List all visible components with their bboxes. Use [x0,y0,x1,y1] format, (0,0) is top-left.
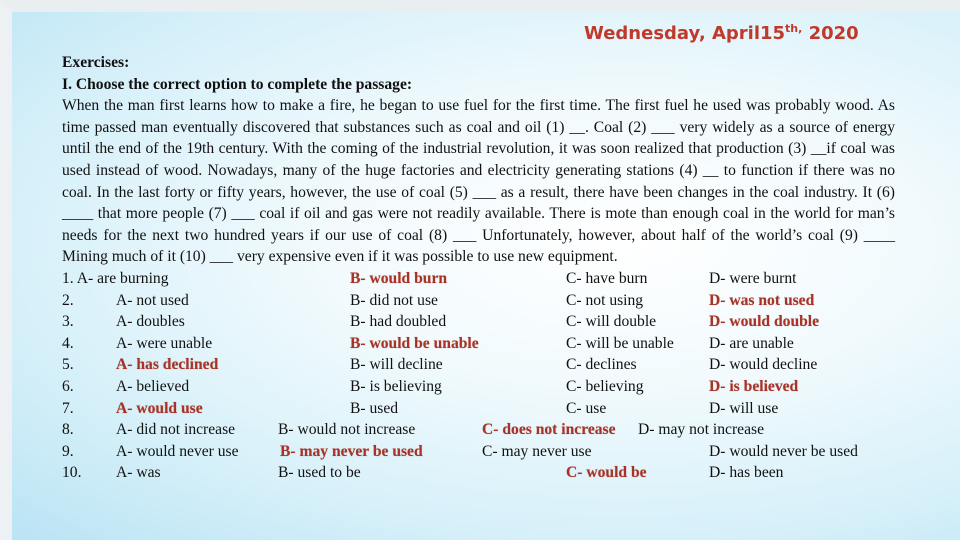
question-row-4 [62,333,895,355]
question-number: 1. A- are burning [62,269,169,287]
question-number: 9. [62,442,74,460]
correct-option-c[interactable]: C- does not increase [482,421,616,439]
option-b[interactable]: B- would not increase [278,421,416,439]
option-c[interactable]: C- have burn [566,269,648,287]
date-suffix: th, [785,22,803,35]
option-c[interactable]: C- will be unable [566,334,674,352]
question-row-8 [62,419,895,441]
question-row-5 [62,354,895,376]
option-c[interactable]: C- believing [566,377,644,395]
option-c[interactable]: C- declines [566,356,637,374]
option-a[interactable]: A- not used [116,291,189,309]
option-b[interactable]: B- did not use [350,291,438,309]
correct-option-d[interactable]: D- would double [709,313,820,331]
question-number: 2. [62,291,74,309]
question-row-1 [62,268,895,290]
option-c[interactable]: C- may never use [482,442,592,460]
option-d[interactable]: D- would decline [709,356,818,374]
correct-option-d[interactable]: D- was not used [709,291,815,309]
correct-option-b[interactable]: B- may never be used [280,442,423,460]
option-a[interactable]: A- did not increase [116,421,236,439]
question-number: 8. [62,421,74,439]
question-number: 7. [62,399,74,417]
option-a[interactable]: A- was [116,464,161,482]
question-number: 4. [62,334,74,352]
option-d[interactable]: D- are unable [709,334,794,352]
exercise-heading: Exercises: [62,54,130,71]
question-row-9 [62,441,895,463]
option-c[interactable]: C- not using [566,291,644,309]
question-number: 5. [62,356,74,374]
correct-option-d[interactable]: D- is believed [709,377,799,395]
date-title [584,22,859,44]
date-year: 2020 [802,23,859,44]
question-row-7 [62,398,895,420]
question-row-6 [62,376,895,398]
option-d[interactable]: D- will use [709,399,779,417]
option-b[interactable]: B- used [350,399,399,417]
option-b[interactable]: B- will decline [350,356,443,374]
correct-option-a[interactable]: A- would use [116,399,203,417]
option-a[interactable]: A- were unable [116,334,213,352]
question-number: 10. [62,464,82,482]
correct-option-c[interactable]: C- would be [566,464,647,482]
option-d[interactable]: D- would never be used [709,442,858,460]
exercise-instruction: I. Choose the correct option to complete the passage: [62,75,413,93]
question-row-2 [62,290,895,312]
option-a[interactable]: A- believed [116,377,190,395]
option-c[interactable]: C- will double [566,313,657,331]
exercise-passage: When the man first learns how to make a fire, he began to use fuel for the first time. The first fuel he used was probably wood. As time passed man eventually discovered that substances such as coal and oil (1) __. Coal (2) ___ very widely as a source of energy until the end of the 19th century. With the coming of the industrial revolution, it was soon realized that production (3) __if coal was used instead of wood. Nowadays, many of the huge factories and electricity generating stations (4) __ to function if there was no coal. In the last forty or fifty years, however, the use of coal (5) ___ as a result, there have been changes in the coal industry. It (6) ____ that more people (7) ___ coal if oil and gas were not readily available. There is mote than enough coal in the world for man’s needs for the next two hundred years if our use of coal (8) ___ Unfortunately, however, about half of the world’s coal (9) ____ Mining much of it (10) ___ very expensive even if it was possible to use new equipment. [62,97,895,266]
option-a[interactable]: A- doubles [116,313,185,331]
option-a[interactable]: A- would never use [116,442,239,460]
question-row-10 [62,462,895,484]
option-d[interactable]: D- has been [709,464,784,482]
correct-option-b[interactable]: B- would burn [350,269,448,287]
correct-option-b[interactable]: B- would be unable [350,334,479,352]
question-number: 6. [62,377,74,395]
option-b[interactable]: B- had doubled [350,313,447,331]
date-prefix: Wednesday, April15 [584,23,786,44]
option-d[interactable]: D- may not increase [638,421,764,439]
exercise-content [62,52,895,484]
question-number: 3. [62,313,74,331]
option-b[interactable]: B- used to be [278,464,361,482]
question-row-3 [62,311,895,333]
correct-option-a[interactable]: A- has declined [116,356,219,374]
answer-options [62,268,895,484]
option-c[interactable]: C- use [566,399,607,417]
option-d[interactable]: D- were burnt [709,269,797,287]
option-b[interactable]: B- is believing [350,377,442,395]
